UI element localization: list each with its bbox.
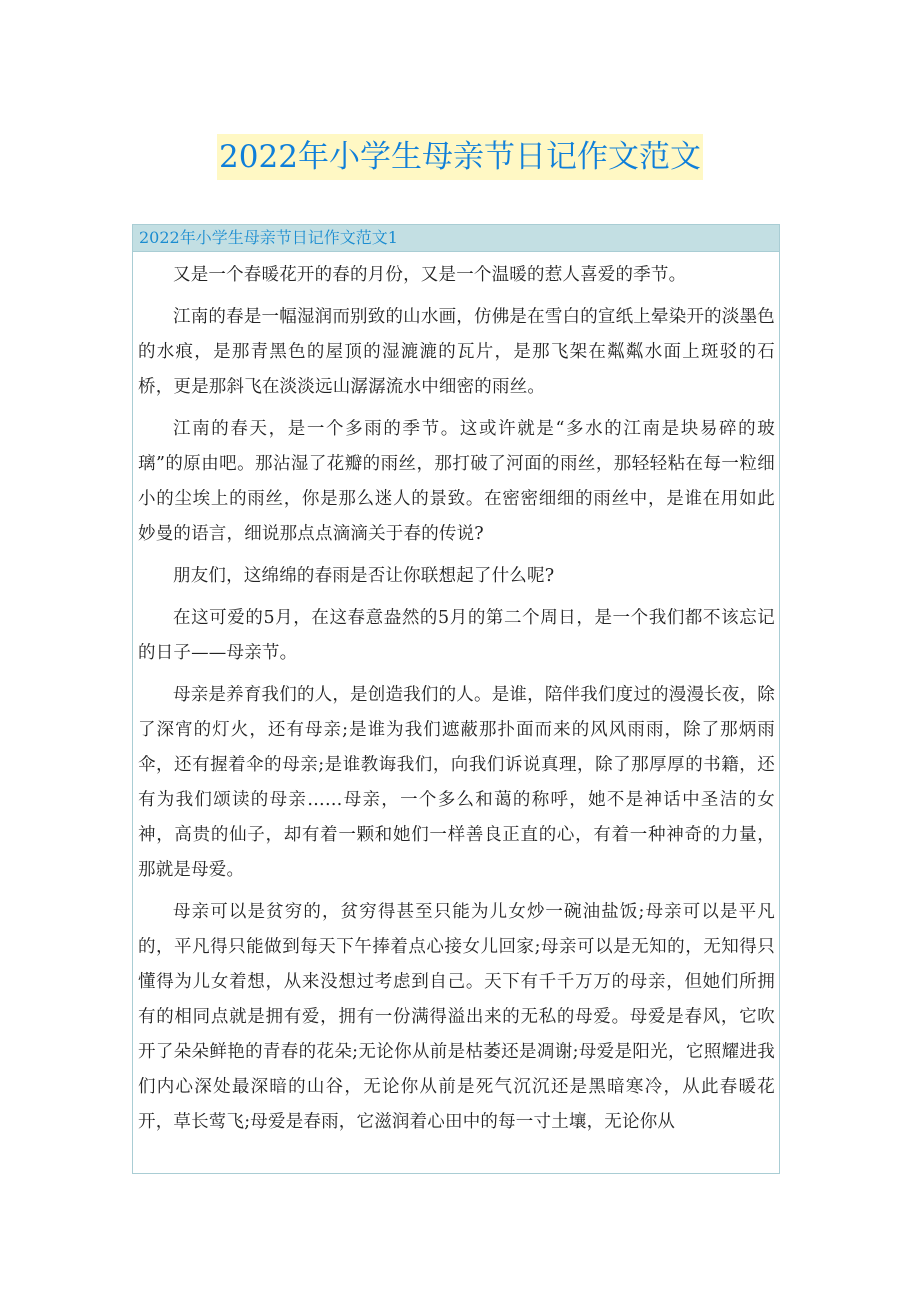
document-title: 2022年小学生母亲节日记作文范文	[217, 134, 703, 180]
paragraph-3: 江南的春天，是一个多雨的季节。这或许就是“多水的江南是块易碎的玻璃”的原由吧。那沾湿了花瓣的雨丝，那打破了河面的雨丝，那轻轻粘在每一粒细小的尘埃上的雨丝，你是那么迷人的景致。在密密细细的雨丝中，是谁在用如此妙曼的语言，细说那点点滴滴关于春的传说?	[138, 419, 775, 544]
paragraph-1: 又是一个春暖花开的春的月份，又是一个温暖的惹人喜爱的季节。	[173, 265, 687, 285]
paragraph-5: 在这可爱的5月，在这春意盎然的5月的第二个周日，是一个我们都不该忘记的日子——母亲节。	[138, 608, 775, 663]
essay-section	[132, 224, 780, 1174]
paragraph-4: 朋友们，这绵绵的春雨是否让你联想起了什么呢?	[173, 566, 555, 586]
paragraph-2: 江南的春是一幅湿润而别致的山水画，仿佛是在雪白的宣纸上晕染开的淡墨色的水痕，是那青黑色的屋顶的湿漉漉的瓦片，是那飞架在粼粼水面上斑驳的石桥，更是那斜飞在淡淡远山潺潺流水中细密的雨丝。	[138, 307, 775, 397]
section-heading: 2022年小学生母亲节日记作文范文1	[133, 225, 779, 252]
paragraph-7: 母亲可以是贫穷的，贫穷得甚至只能为儿女炒一碗油盐饭;母亲可以是平凡的，平凡得只能做到每天下午捧着点心接女儿回家;母亲可以是无知的，无知得只懂得为儿女着想，从来没想过考虑到自己。天下有千千万万的母亲，但她们所拥有的相同点就是拥有爱，拥有一份满得溢出来的无私的母爱。母爱是春风，它吹开了朵朵鲜艳的青春的花朵;无论你从前是枯萎还是凋谢;母爱是阳光，它照耀进我们内心深处最深暗的山谷，无论你从前是死气沉沉还是黑暗寒冷，从此春暖花开，草长莺飞;母爱是春雨，它滋润着心田中的每一寸土壤，无论你从	[138, 902, 775, 1132]
paragraph-6: 母亲是养育我们的人，是创造我们的人。是谁，陪伴我们度过的漫漫长夜，除了深宵的灯火，还有母亲;是谁为我们遮蔽那扑面而来的风风雨雨，除了那炳雨伞，还有握着伞的母亲;是谁教诲我们，向我们诉说真理，除了那厚厚的书籍，还有为我们颂读的母亲……母亲，一个多么和蔼的称呼，她不是神话中圣洁的女神，高贵的仙子，却有着一颗和她们一样善良正直的心，有着一种神奇的力量，那就是母爱。	[138, 685, 775, 880]
section-body	[133, 252, 779, 1140]
document-title-container	[0, 134, 920, 180]
